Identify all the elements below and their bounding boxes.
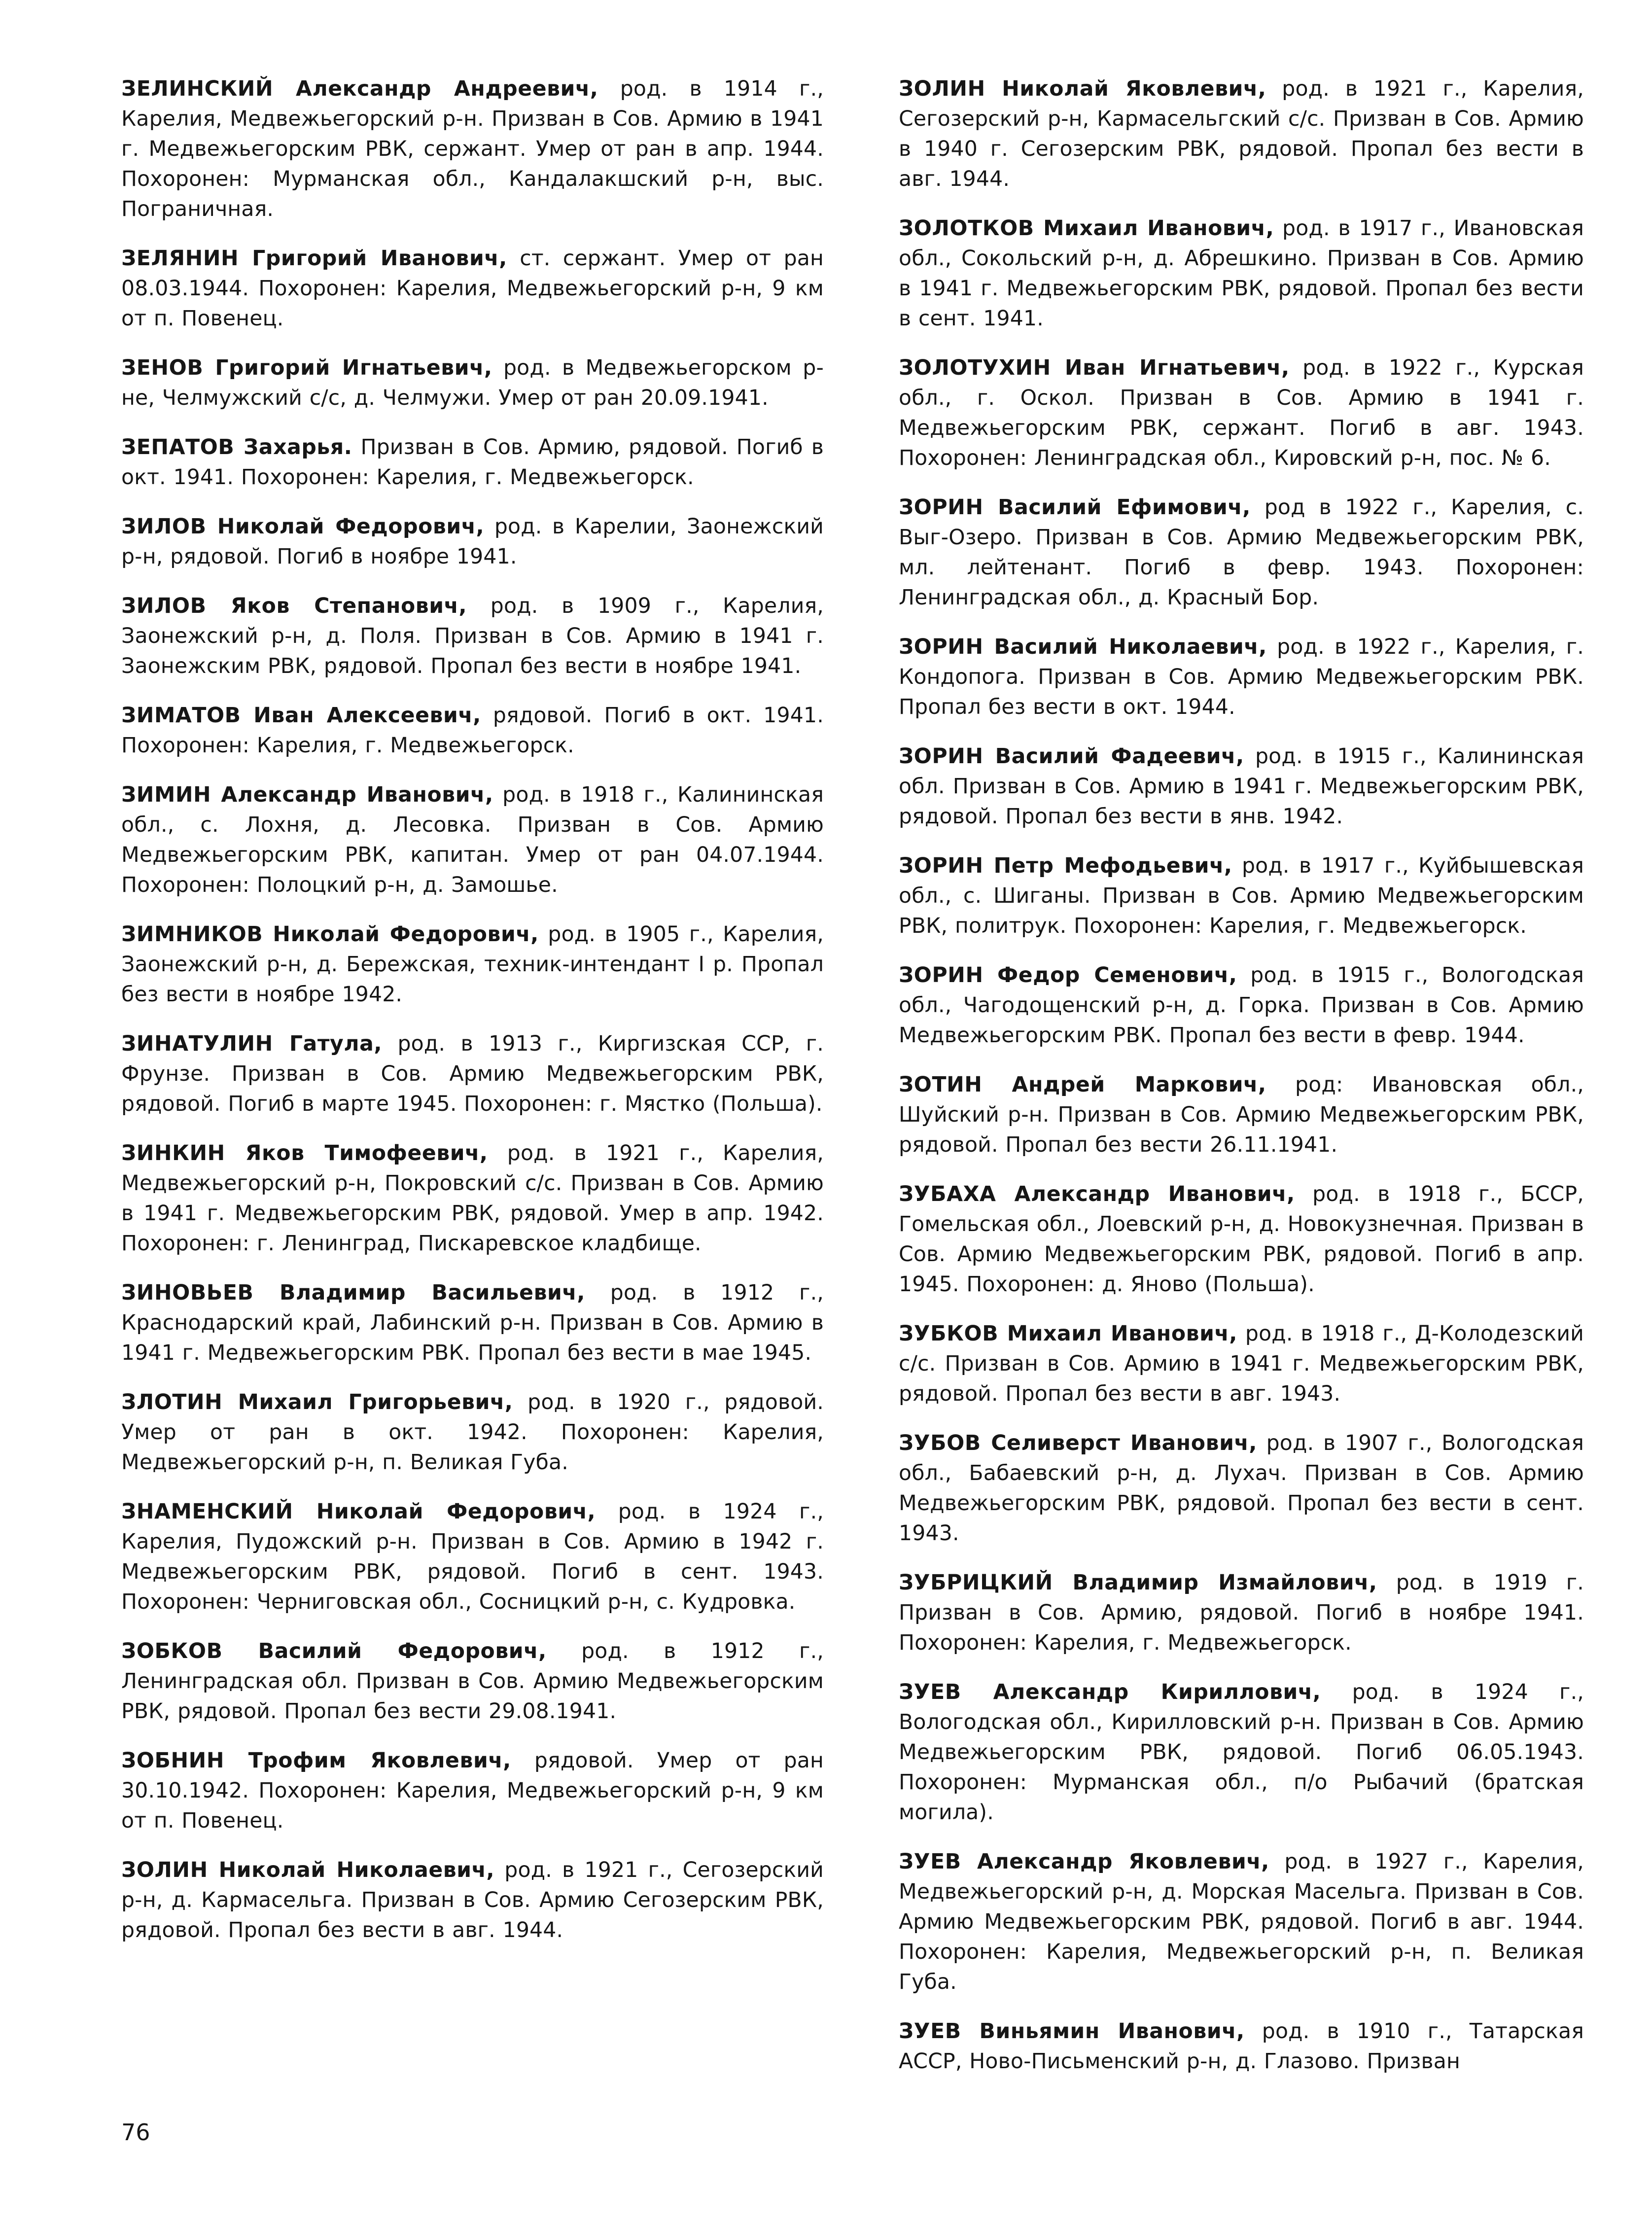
entry [899,632,1584,722]
entry-text: род. в 1927 г., Карелия, Медвежьегорский р-н, д. Морская Масельга. Призван в Сов. Армию Медвежьегорским РВК, рядовой. Погиб в авг. 1944. Похоронен: Карелия, Медвежьегорский р-н, п. Великая Губа. [899,1850,1584,1994]
entry [899,1070,1584,1160]
entry [121,1029,824,1119]
entry [121,512,824,572]
entry [899,353,1584,473]
entry-name: ЗИМНИКОВ Николай Федорович, [121,922,539,947]
entry-name: ЗИНКИН Яков Тимофеевич, [121,1141,488,1165]
entry-name: ЗИМАТОВ Иван Алексеевич, [121,704,481,728]
entry-name: ЗЕЛИНСКИЙ Александр Андреевич, [121,77,598,101]
entry [899,1319,1584,1409]
entry-text: род. в 1922 г., Курская обл., г. Оскол. Призван в Сов. Армию в 1941 г. Медвежьегорским РВК, сержант. Погиб в авг. 1943. Похоронен: Ленинградская обл., Кировский р-н, пос. № 6. [899,356,1584,470]
entry [121,244,824,334]
entry-text: род. в 1921 г., Карелия, Медвежьегорский р-н, Покровский с/с. Призван в Сов. Армию в 1941 г. Медвежьегорским РВК, рядовой. Умер в апр. 1942. Похоронен: г. Ленинград, Пискаревское кладбище. [121,1141,824,1256]
page-number: 76 [121,2119,150,2146]
entry [121,432,824,493]
entry-name: ЗОЛИН Николай Николаевич, [121,1858,495,1882]
entry-text: род. в 1918 г., Д-Колодезский с/с. Призван в Сов. Армию в 1941 г. Медвежьегорским РВК, рядовой. Пропал без вести в авг. 1943. [899,1322,1584,1406]
entry-text: род. в 1918 г., БССР, Гомельская обл., Лоевский р-н, д. Новокузнечная. Призван в Сов. Армию Медвежьегорским РВК, рядовой. Погиб в апр. 1945. Похоронен: д. Яново (Польша). [899,1182,1584,1297]
entry [121,74,824,224]
entry-text: род. в 1919 г. Призван в Сов. Армию, рядовой. Погиб в ноябре 1941. Похоронен: Карелия, г. Медвежьегорск. [899,1571,1584,1655]
entry-text: род. в 1921 г., Сегозерский р-н, д. Кармасельга. Призван в Сов. Армию Сегозерским РВК, рядовой. Пропал без вести в авг. 1944. [121,1858,824,1942]
entry [899,213,1584,334]
entry [121,1278,824,1368]
entry-text: род. в 1924 г., Вологодская обл., Кирилловский р-н. Призван в Сов. Армию Медвежьегорским РВК, рядовой. Погиб 06.05.1943. Похоронен: Мурманская обл., п/о Рыбачий (братская могила). [899,1680,1584,1825]
entry [899,1568,1584,1658]
entry-name: ЗОБКОВ Василий Федорович, [121,1639,547,1663]
entry-text: род. в 1915 г., Вологодская обл., Чагодощенский р-н, д. Горка. Призван в Сов. Армию Медвежьегорским РВК. Пропал без вести в февр. 1944. [899,963,1584,1048]
entry-text: род. в 1914 г., Карелия, Медвежьегорский р-н. Призван в Сов. Армию в 1941 г. Медвежьегорским РВК, сержант. Умер от ран в апр. 1944. Похоронен: Мурманская обл., Кандалакшский р-н, выс. Пограничная. [121,77,824,221]
entry-name: ЗУЕВ Александр Кириллович, [899,1680,1321,1704]
entry-text: род. в 1909 г., Карелия, Заонежский р-н, д. Поля. Призван в Сов. Армию в 1941 г. Заонежским РВК, рядовой. Пропал без вести в ноябре 1941. [121,594,824,678]
entry [899,1428,1584,1549]
entry-text: род. в 1910 г., Татарская АССР, Ново-Письменский р-н, д. Глазово. Призван [899,2019,1584,2074]
entry [121,591,824,681]
entry [899,1677,1584,1828]
entry [121,353,824,413]
entry [121,1636,824,1727]
entry-text: род. в 1912 г., Ленинградская обл. Призван в Сов. Армию Медвежьегорским РВК, рядовой. Пропал без вести 29.08.1941. [121,1639,824,1724]
entry [899,851,1584,941]
entry [121,1138,824,1259]
entry-name: ЗОЛОТКОВ Михаил Иванович, [899,216,1274,241]
entry-text: рядовой. Погиб в окт. 1941. Похоронен: Карелия, г. Медвежьегорск. [121,704,824,758]
entry-name: ЗОЛИН Николай Яковлевич, [899,77,1266,101]
entry-name: ЗНАМЕНСКИЙ Николай Федорович, [121,1500,596,1524]
entry-name: ЗУЕВ Александр Яковлевич, [899,1850,1269,1874]
entry [121,1855,824,1945]
entry [121,1746,824,1836]
entry-name: ЗОБНИН Трофим Яковлевич, [121,1749,511,1773]
entry-name: ЗУБАХА Александр Иванович, [899,1182,1295,1206]
entry-text: род: Ивановская обл., Шуйский р-н. Призван в Сов. Армию Медвежьегорским РВК, рядовой. Пропал без вести 26.11.1941. [899,1073,1584,1157]
entry [121,919,824,1010]
entry-name: ЗИМИН Александр Иванович, [121,783,493,807]
entry-name: ЗУЕВ Виньямин Иванович, [899,2019,1245,2044]
entry-text: род. в Карелии, Заонежский р-н, рядовой. Погиб в ноябре 1941. [121,515,824,569]
entry [899,1179,1584,1300]
entry [899,493,1584,613]
entry-text: род. в 1918 г., Калининская обл., с. Лохня, д. Лесовка. Призван в Сов. Армию Медвежьегорским РВК, капитан. Умер от ран 04.07.1944. Похоронен: Полоцкий р-н, д. Замошье. [121,783,824,897]
entry-text: род. в 1912 г., Краснодарский край, Лабинский р-н. Призван в Сов. Армию в 1941 г. Медвежьегорским РВК. Пропал без вести в мае 1945. [121,1281,824,1365]
entry-text: род в 1922 г., Карелия, с. Выг-Озеро. Призван в Сов. Армию Медвежьегорским РВК, мл. лейтенант. Погиб в февр. 1943. Похоронен: Ленинградская обл., д. Красный Бор. [899,495,1584,610]
entry-text: род. в 1913 г., Киргизская ССР, г. Фрунзе. Призван в Сов. Армию Медвежьегорским РВК, рядовой. Погиб в марте 1945. Похоронен: г. Мястко (Польша). [121,1032,824,1116]
entry-name: ЗЕЛЯНИН Григорий Иванович, [121,247,507,271]
entry-text: род. в 1917 г., Куйбышевская обл., с. Шиганы. Призван в Сов. Армию Медвежьегорским РВК, политрук. Похоронен: Карелия, г. Медвежьегорск. [899,854,1584,938]
entry [121,780,824,900]
entry-name: ЗИНОВЬЕВ Владимир Васильевич, [121,1281,585,1305]
entry-name: ЗИНАТУЛИН Гатула, [121,1032,383,1056]
entry [899,741,1584,832]
entry-text: рядовой. Умер от ран 30.10.1942. Похоронен: Карелия, Медвежьегорский р-н, 9 км от п. Повенец. [121,1749,824,1833]
entry-name: ЗОРИН Петр Мефодьевич, [899,854,1232,878]
entry-name: ЗИЛОВ Яков Степанович, [121,594,467,618]
entry-name: ЗОРИН Василий Ефимович, [899,495,1251,520]
entry-name: ЗИЛОВ Николай Федорович, [121,515,485,539]
entry-name: ЗЕПАТОВ Захарья. [121,435,352,459]
entry-text: род. в 1920 г., рядовой. Умер от ран в окт. 1942. Похоронен: Карелия, Медвежьегорский р-н, п. Великая Губа. [121,1390,824,1475]
entry-text: Призван в Сов. Армию, рядовой. Погиб в окт. 1941. Похоронен: Карелия, г. Медвежьегорск. [121,435,824,490]
entry-name: ЗОРИН Федор Семенович, [899,963,1237,988]
entry [899,74,1584,194]
left-column [121,74,824,1965]
entry-name: ЗОРИН Василий Фадеевич, [899,744,1244,769]
entry-text: род. в 1922 г., Карелия, г. Кондопога. Призван в Сов. Армию Медвежьегорским РВК. Пропал без вести в окт. 1944. [899,635,1584,719]
entry [899,2016,1584,2077]
entry-text: род. в 1924 г., Карелия, Пудожский р-н. Призван в Сов. Армию в 1942 г. Медвежьегорским РВК, рядовой. Погиб в сент. 1943. Похоронен: Черниговская обл., Сосницкий р-н, с. Кудровка. [121,1500,824,1614]
right-column [899,74,1584,2096]
entry-name: ЗЕНОВ Григорий Игнатьевич, [121,356,492,380]
entry-text: род. в 1907 г., Вологодская обл., Бабаевский р-н, д. Лухач. Призван в Сов. Армию Медвежьегорским РВК, рядовой. Пропал без вести в сент. 1943. [899,1431,1584,1546]
entry [121,1497,824,1617]
entry-name: ЗОЛОТУХИН Иван Игнатьевич, [899,356,1290,380]
entry [899,1847,1584,1997]
entry-name: ЗУБКОВ Михаил Иванович, [899,1322,1238,1346]
entry-text: род. в 1917 г., Ивановская обл., Сокольский р-н, д. Абрешкино. Призван в Сов. Армию в 1941 г. Медвежьегорским РВК, рядовой. Пропал без вести в сент. 1941. [899,216,1584,331]
entry-text: род. в Медвежьегорском р-не, Челмужский с/с, д. Челмужи. Умер от ран 20.09.1941. [121,356,824,410]
entry [899,960,1584,1051]
entry-text: род. в 1921 г., Карелия, Сегозерский р-н, Кармасельгский с/с. Призван в Сов. Армию в 1940 г. Сегозерским РВК, рядовой. Пропал без вести в авг. 1944. [899,77,1584,191]
entry-text: род. в 1905 г., Карелия, Заонежский р-н, д. Бережская, техник-интендант I р. Пропал без вести в ноябре 1942. [121,922,824,1007]
entry-name: ЗУБОВ Селиверст Иванович, [899,1431,1257,1455]
entry-text: род. в 1915 г., Калининская обл. Призван в Сов. Армию в 1941 г. Медвежьегорским РВК, рядовой. Пропал без вести в янв. 1942. [899,744,1584,829]
entry-text: ст. сержант. Умер от ран 08.03.1944. Похоронен: Карелия, Медвежьегорский р-н, 9 км от п. Повенец. [121,247,824,331]
entry [121,701,824,761]
entry-name: ЗЛОТИН Михаил Григорьевич, [121,1390,513,1414]
entry [121,1387,824,1478]
entry-name: ЗУБРИЦКИЙ Владимир Измайлович, [899,1571,1377,1595]
entry-name: ЗОРИН Василий Николаевич, [899,635,1267,659]
entry-name: ЗОТИН Андрей Маркович, [899,1073,1266,1097]
